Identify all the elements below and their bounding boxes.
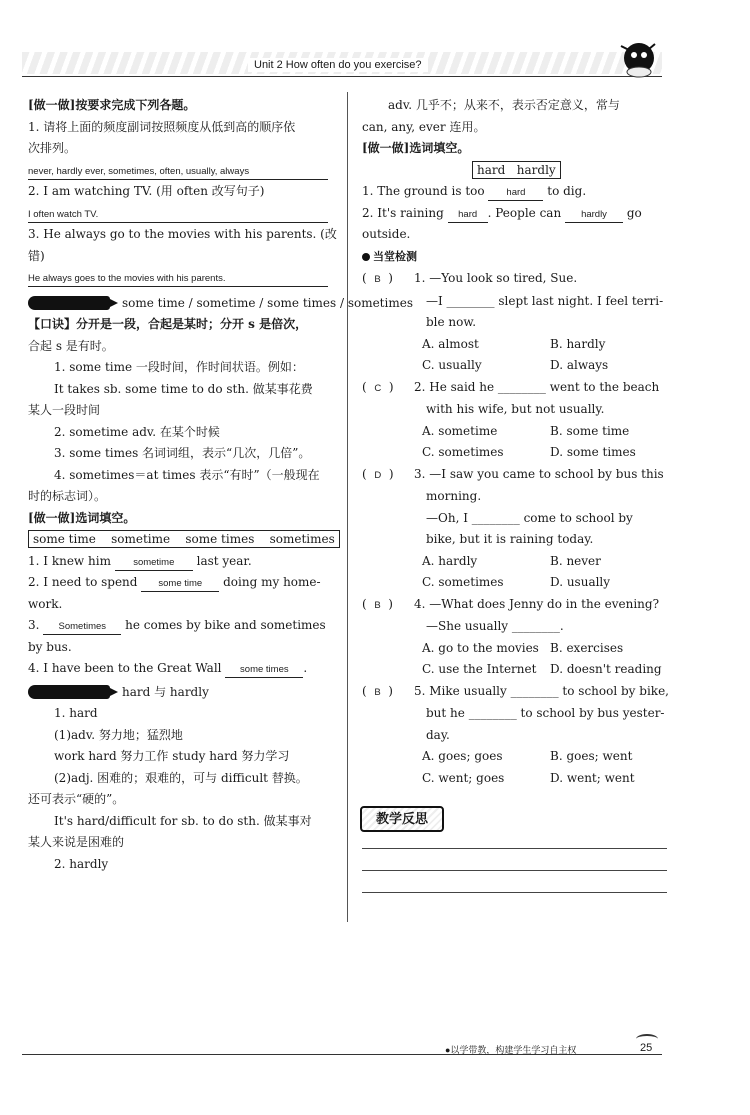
option: D. went; went [550,770,635,785]
question-text: 1. The ground is too [362,184,485,198]
writing-line [362,848,667,849]
quiz-question [362,681,672,790]
footer-rule [22,1054,662,1055]
exercise-heading: [做一做]选词填空。 [362,141,470,155]
question-text: 1. 请将上面的频度副词按照频度从低到高的顺序依 [28,119,296,134]
option: A. sometime [422,423,498,438]
question-text [362,486,672,508]
question-text: 4. I have been to the Great Wall [28,661,222,675]
answer-letter: B [374,599,381,611]
mascot-icon [615,38,661,80]
options-row [362,768,672,790]
answer-blank: Sometimes [43,620,121,635]
option: D. usually [550,575,611,589]
answer-blank: sometime [115,556,193,571]
example: work hard 努力工作 study hard 努力学习 [54,749,290,763]
question-text [362,508,672,530]
answer-bracket: ( B ) [362,683,393,698]
question-text: last year. [196,553,252,568]
option: C. sometimes [422,575,504,589]
question-text: 次排列。 [28,141,77,155]
quiz-list [362,268,672,789]
question-line: bike, but it is raining today. [426,532,594,546]
question-text: outside. [362,227,411,241]
question-text [362,268,672,291]
option: B. some time [550,423,630,438]
word-choice-box: some time sometime some times sometimes [28,530,340,548]
answer-blank: hard [448,208,488,223]
question-text: by bus. [28,639,72,654]
note: can, any, ever 连用。 [362,119,486,134]
option: D. always [550,358,609,372]
question-line: 5. Mike usually ________ to school by bike, [414,683,669,698]
question-text: to dig. [547,184,587,198]
options-row [362,638,672,660]
question-text: 2. I need to spend [28,575,138,589]
option: A. almost [422,336,479,351]
options-row [362,551,672,573]
options-row [362,421,672,443]
question-line: 4. —What does Jenny do in the evening? [414,596,660,611]
example: It's hard/difficult for sb. to do sth. 做某事对 [54,813,312,828]
options-row [362,442,672,464]
question-line: with his wife, but not usually. [426,402,605,416]
page-number: 25 [640,1042,653,1054]
note: adv. 几乎不；从来不，表示否定意义，常与 [388,98,620,112]
quiz-question [362,268,672,377]
option: C. went; goes [422,770,505,785]
question-text: go [626,205,642,220]
question-line: 1. —You look so tired, Sue. [414,271,578,285]
question-text: he comes by bike and sometimes [125,618,326,632]
example: It takes sb. some time to do sth. 做某事花费 [54,381,313,396]
question-line: but he ________ to school by bus yester- [426,706,665,720]
section-title: hard 与 hardly [122,684,209,699]
writing-line [362,892,667,893]
header-rule [22,76,662,77]
question-text [362,291,672,313]
note: 时的标志词）。 [28,489,107,503]
question-text [362,529,672,551]
quiz-question [362,464,672,594]
options-row [362,572,672,594]
example: 某人来说是困难的 [28,835,125,849]
note: 还可表示“硬的”。 [28,792,125,806]
unit-title: Unit 2 How often do you exercise? [248,58,428,72]
option: D. doesn't reading [550,662,662,676]
question-line: ble now. [426,315,477,329]
options-row [362,746,672,768]
exercise-heading: [做一做]按要求完成下列各题。 [28,98,196,112]
options-row [362,334,672,356]
answer-letter: B [374,274,381,285]
footer-slogan: ●以学带教，构建学生学习自主权 [445,1045,577,1055]
mnemonic: 【口诀】分开是一段，合起是某时；分开 s 是倍次， [28,317,308,331]
answer-letter: B [374,686,381,698]
answer-bracket: ( C ) [362,379,394,394]
option: A. go to the movies [422,640,539,655]
page-header [0,38,750,88]
note: 3. some times 名词词组，表示“几次，几倍”。 [54,446,311,460]
bullet-icon [362,253,370,261]
question-text [362,703,672,725]
question-line: —Oh, I ________ come to school by [426,510,633,525]
option: A. goes; goes [422,749,503,763]
answer-bracket: ( D ) [362,466,394,481]
question-text: 2. I am watching TV. (用 often 改写句子) [28,184,265,198]
note: 1. hard [54,706,98,720]
answer-blank: some times [225,663,303,678]
question-text [362,594,672,617]
question-text: . People can [487,205,562,220]
options-row [362,355,672,377]
right-column [362,95,672,789]
question-text [362,725,672,747]
word-choice-box: hard hardly [472,161,561,179]
question-text: 错) [28,248,45,263]
question-line: morning. [426,489,482,503]
question-text: 1. I knew him [28,553,111,568]
answer-line: never, hardly ever, sometimes, often, usually, always [28,165,328,180]
quiz-question [362,377,672,464]
reflection-heading: 教学反思 [360,806,444,832]
example: 某人一段时间 [28,403,101,417]
question-text [362,464,672,487]
note: 4. sometimes＝at times 表示“有时”（一般现在 [54,467,320,482]
answer-line: He always goes to the movies with his parents. [28,272,328,287]
question-text: 3. He always go to the movies with his parents. (改 [28,227,337,241]
section-marker-icon [28,685,110,699]
answer-bracket: ( B ) [362,596,393,611]
writing-line [362,870,667,871]
question-text: doing my home- [223,575,321,589]
answer-blank: hardly [565,208,623,223]
option: B. exercises [550,640,624,655]
note: 2. sometime adv. 在某个时候 [54,424,220,439]
note: 1. some time 一段时间，作时间状语。例如： [54,360,304,374]
question-text: work. [28,596,63,611]
option: C. sometimes [422,445,504,459]
section-title: some time / sometime / some times / sometimes [122,295,413,310]
quiz-question [362,594,672,681]
question-line: —I ________ slept last night. I feel terri- [426,293,664,308]
section-badge: 当堂检测 [362,247,417,269]
question-text [362,399,672,421]
note: (2)adj. 困难的；艰难的，可与 difficult 替换。 [54,770,308,785]
note: (1)adv. 努力地；猛烈地 [54,727,183,742]
question-line: —She usually ________. [426,619,564,633]
option: D. some times [550,445,636,459]
question-text: . [303,661,308,675]
question-line: day. [426,727,450,742]
column-divider [347,92,348,922]
question-text [362,312,672,334]
question-line: 3. —I saw you came to school by bus this [414,466,664,481]
question-text [362,681,672,704]
question-text: 2. It's raining [362,205,444,220]
option: C. use the Internet [422,662,537,676]
answer-blank: some time [141,577,219,592]
question-line: 2. He said he ________ went to the beach [414,379,660,394]
question-text [362,616,672,638]
note: 2. hardly [54,856,109,871]
options-row [362,659,672,681]
question-text: 3. [28,618,40,632]
option: B. never [550,553,601,568]
exercise-heading: [做一做]选词填空。 [28,510,136,525]
option: B. goes; went [550,749,633,763]
option: A. hardly [422,553,478,568]
answer-letter: C [374,382,382,394]
answer-bracket: ( B ) [362,271,393,285]
section-marker-icon [28,296,110,310]
option: C. usually [422,358,482,372]
answer-letter: D [374,469,382,481]
question-text [362,377,672,400]
answer-line: I often watch TV. [28,208,328,223]
mnemonic: 合起 s 是有时。 [28,338,114,353]
option: B. hardly [550,336,606,351]
answer-blank: hard [488,186,543,201]
